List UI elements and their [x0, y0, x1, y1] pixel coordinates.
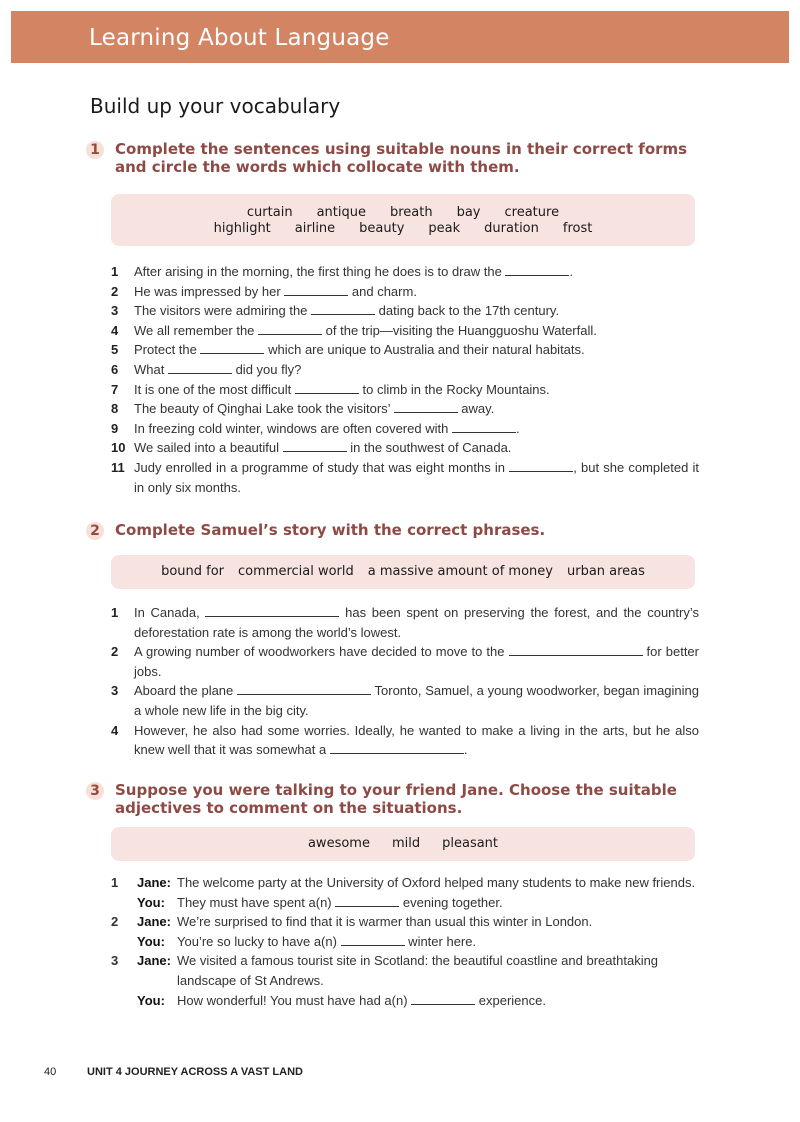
- task-3-header: [86, 781, 706, 817]
- word-bank-item: creature: [504, 205, 560, 220]
- word-bank-item: awesome: [307, 836, 370, 851]
- task-1-list: [111, 262, 699, 497]
- dialogue-line: You: You’re so lucky to have a(n) winter here.: [137, 933, 477, 949]
- task-2-list: [111, 603, 699, 760]
- dialogue-line: 3 Jane: We visited a famous tourist site in Scotland: the beautiful coastline and breathtaking landscape of St Andrews.: [111, 953, 659, 988]
- answer-blank[interactable]: [335, 894, 399, 907]
- list-item: 7 It is one of the most difficult to climb in the Rocky Mountains.: [111, 381, 550, 397]
- word-bank-3: [111, 827, 695, 861]
- phrase-bank-item: a massive amount of money: [367, 564, 553, 579]
- dialogue-line: You: They must have spent a(n) evening together.: [137, 894, 503, 910]
- dialogue-line: 2 Jane: We’re surprised to find that it is warmer than usual this winter in London.: [111, 914, 593, 930]
- word-bank-item: bay: [456, 205, 481, 220]
- answer-blank[interactable]: [200, 341, 264, 354]
- answer-blank[interactable]: [258, 322, 322, 335]
- task-1-header: [86, 140, 706, 176]
- answer-blank[interactable]: [205, 604, 339, 617]
- word-bank-item: mild: [391, 836, 421, 851]
- word-bank-item: highlight: [213, 221, 271, 236]
- list-item: 4 We all remember the of the trip—visiting the Huangguoshu Waterfall.: [111, 322, 597, 338]
- phrase-bank-item: commercial world: [238, 564, 354, 579]
- dialogue-line: 1 Jane: The welcome party at the University of Oxford helped many students to make new friends.: [111, 875, 696, 890]
- answer-blank[interactable]: [237, 682, 371, 695]
- word-bank-item: frost: [562, 221, 593, 236]
- answer-blank[interactable]: [311, 302, 375, 315]
- task-number-badge: 2: [86, 522, 104, 540]
- list-item: 1 In Canada, has been spent on preserving the forest, and the country’s deforestation rate is among the world’s lowest.: [111, 605, 700, 640]
- phrase-bank-item: bound for: [161, 564, 225, 579]
- task-instruction: Suppose you were talking to your friend Jane. Choose the suitable adjectives to comment on the situations.: [115, 781, 677, 817]
- word-bank-item: breath: [389, 205, 433, 220]
- task-3-dialogues: [111, 873, 699, 1010]
- list-item: 1 After arising in the morning, the first thing he does is to draw the .: [111, 264, 574, 279]
- dialogue-line: You: How wonderful! You must have had a(n) experience.: [137, 992, 546, 1008]
- answer-blank[interactable]: [452, 420, 516, 433]
- list-item: 10 We sailed into a beautiful in the southwest of Canada.: [111, 440, 512, 456]
- list-item: 3 Aboard the plane Toronto, Samuel, a young woodworker, began imagining a whole new life in the big city.: [111, 683, 700, 718]
- answer-blank[interactable]: [168, 361, 232, 374]
- answer-blank[interactable]: [509, 643, 643, 656]
- answer-blank[interactable]: [283, 439, 347, 452]
- task-number-badge: 1: [86, 141, 104, 159]
- word-bank-item: airline: [294, 221, 336, 236]
- list-item: 4 However, he also had some worries. Ideally, he wanted to make a living in the arts, but he also knew well that it was somewhat a .: [111, 722, 699, 758]
- answer-blank[interactable]: [394, 400, 458, 413]
- page-banner: [11, 11, 789, 63]
- list-item: 8 The beauty of Qinghai Lake took the visitors’ away.: [111, 401, 495, 417]
- unit-title: UNIT 4 JOURNEY ACROSS A VAST LAND: [87, 1066, 303, 1078]
- word-bank-item: curtain: [246, 205, 293, 220]
- list-item: 9 In freezing cold winter, windows are often covered with .: [111, 420, 520, 436]
- phrase-bank: [111, 555, 695, 589]
- answer-blank[interactable]: [284, 283, 348, 296]
- word-bank-item: pleasant: [442, 836, 499, 851]
- word-bank-item: peak: [428, 221, 461, 236]
- word-bank-item: duration: [484, 221, 539, 236]
- task-instruction: Complete the sentences using suitable nouns in their correct forms and circle the words which collocate with them.: [115, 140, 688, 176]
- word-bank-item: beauty: [359, 221, 405, 236]
- phrase-bank-item: urban areas: [566, 564, 645, 579]
- list-item: 2 A growing number of woodworkers have decided to move to the for better jobs.: [111, 644, 699, 679]
- list-item: 6 What did you fly?: [111, 361, 302, 377]
- banner-title: Learning About Language: [89, 25, 390, 51]
- task-2-header: [86, 521, 706, 540]
- list-item: 5 Protect the which are unique to Australia and their natural habitats.: [111, 342, 585, 358]
- answer-blank[interactable]: [505, 263, 569, 276]
- task-number-badge: 3: [86, 782, 104, 800]
- answer-blank[interactable]: [341, 933, 405, 946]
- answer-blank[interactable]: [295, 381, 359, 394]
- task-instruction: Complete Samuel’s story with the correct phrases.: [115, 521, 546, 539]
- answer-blank[interactable]: [411, 992, 475, 1005]
- list-item: 2 He was impressed by her and charm.: [111, 283, 417, 299]
- list-item: 11 Judy enrolled in a programme of study that was eight months in , but she completed it in only six months.: [111, 459, 699, 495]
- page-footer: [44, 1066, 303, 1078]
- answer-blank[interactable]: [330, 741, 464, 754]
- page-number: 40: [44, 1066, 57, 1078]
- list-item: 3 The visitors were admiring the dating back to the 17th century.: [111, 303, 560, 319]
- answer-blank[interactable]: [509, 459, 573, 472]
- word-bank-1: [111, 194, 695, 246]
- section-title: Build up your vocabulary: [90, 94, 341, 118]
- word-bank-item: antique: [316, 205, 366, 220]
